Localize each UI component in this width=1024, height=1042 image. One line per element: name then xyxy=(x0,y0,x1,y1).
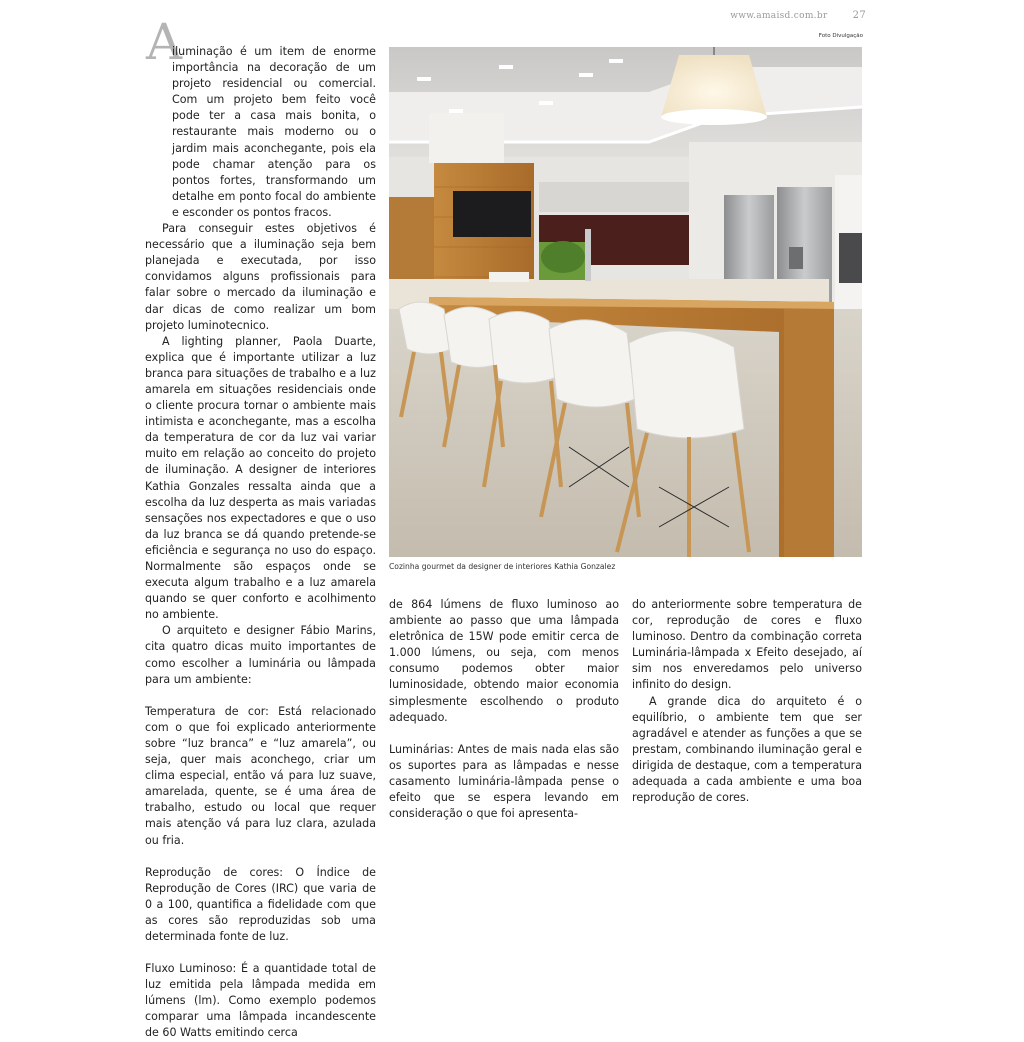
article-column-1 xyxy=(145,44,376,1042)
photo-caption: Cozinha gourmet da designer de interiores Kathia Gonzalez xyxy=(389,562,616,571)
paragraph-fluxo: Fluxo Luminoso: É a quantidade total de luz emitida pela lâmpada medida em lúmens (lm). Como exemplo podemos comparar uma lâmpada incandescente de 60 Watts emitindo cerca xyxy=(145,962,376,1040)
paragraph: do anteriormente sobre temperatura de cor, reprodução de cores e fluxo luminoso. Dentro da combinação correta Luminária-lâmpada x Efeito desejado, aí sim nos enveredamos pelo universo infinito do design. xyxy=(632,598,862,692)
photo-credit: Foto Divulgação xyxy=(818,33,863,39)
paragraph-reproducao: Reprodução de cores: O Índice de Reprodução de Cores (IRC) que varia de 0 a 100, quantifica a fidelidade com que as cores são reproduzidas sob uma determinada fonte de luz. xyxy=(145,865,376,943)
article-column-2 xyxy=(389,597,619,822)
paragraph: Para conseguir estes objetivos é necessário que a iluminação seja bem planejada e executada, por isso convidamos alguns profissionais para falar sobre o mercado da iluminação e dar dicas de como realizar um bom projeto luminotecnico. xyxy=(145,222,376,332)
page-header xyxy=(730,10,866,21)
kitchen-photo xyxy=(389,47,862,557)
site-url: www.amaisd.com.br xyxy=(730,11,828,21)
page-number: 27 xyxy=(852,10,866,21)
drop-cap: A xyxy=(146,13,183,71)
paragraph: de 864 lúmens de fluxo luminoso ao ambiente ao passo que uma lâmpada eletrônica de 15W pode emitir cerca de 1.000 lúmens, ou seja, com menos consumo podemos obter maior luminosidade, obtendo maior economia simplesmente escolhendo o produto adequado. xyxy=(389,598,619,724)
paragraph-luminarias: Luminárias: Antes de mais nada elas são os suportes para as lâmpadas e nesse casamento luminária-lâmpada pense o efeito que se espera levando em consideração o que foi apresenta- xyxy=(389,742,619,821)
paragraph: O arquiteto e designer Fábio Marins, cita quatro dicas muito importantes de como escolher a luminária ou lâmpada para um ambiente: xyxy=(145,624,376,686)
paragraph: A grande dica do arquiteto é o equilíbrio, o ambiente tem que ser agradável e atender as funções a que se prestam, combinando iluminação geral e dirigida de destaque, com a temperatura adequada a cada ambiente e uma boa reprodução de cores. xyxy=(632,694,862,805)
paragraph: A lighting planner, Paola Duarte, explica que é importante utilizar a luz branca para situações de trabalho e a luz amarela em situações residenciais onde o cliente procura tornar o ambiente mais intimista e aconchegante, mas a escolha da temperatura de cor da luz vai variar muito em relação ao conceito do projeto de iluminação. A designer de interiores Kathia Gonzales ressalta ainda que a escolha da luz desperta as mais variadas sensações nos expectadores e que o uso da luz branca se dá quando pretende-se eficiência e segurança no uso do espaço. Normalmente são espaços onde se executa algum trabalho e a luz amarela quando se quer conforto e acolhimento no ambiente. xyxy=(145,334,376,622)
article-column-3 xyxy=(632,597,862,806)
paragraph-temperatura: Temperatura de cor: Está relacionado com o que foi explicado anteriormente sobre “luz branca” e “luz amarela”, ou seja, quer mais aconchego, criar um clima especial, então vá para luz suave, amarelada, quente, se é uma área de trabalho, estudo ou local que requer mais atenção vá para luz clara, azulada ou fria. xyxy=(145,704,376,847)
paragraph-intro: iluminação é um item de enorme importância na decoração de um projeto residencial ou comercial. Com um projeto bem feito você pode ter a casa mais bonita, o restaurante mais moderno ou o jardim mais aconchegante, pois ela pode chamar atenção para os pontos fortes, transformando um detalhe em ponto focal do ambiente e esconder os pontos fracos. xyxy=(172,45,376,219)
